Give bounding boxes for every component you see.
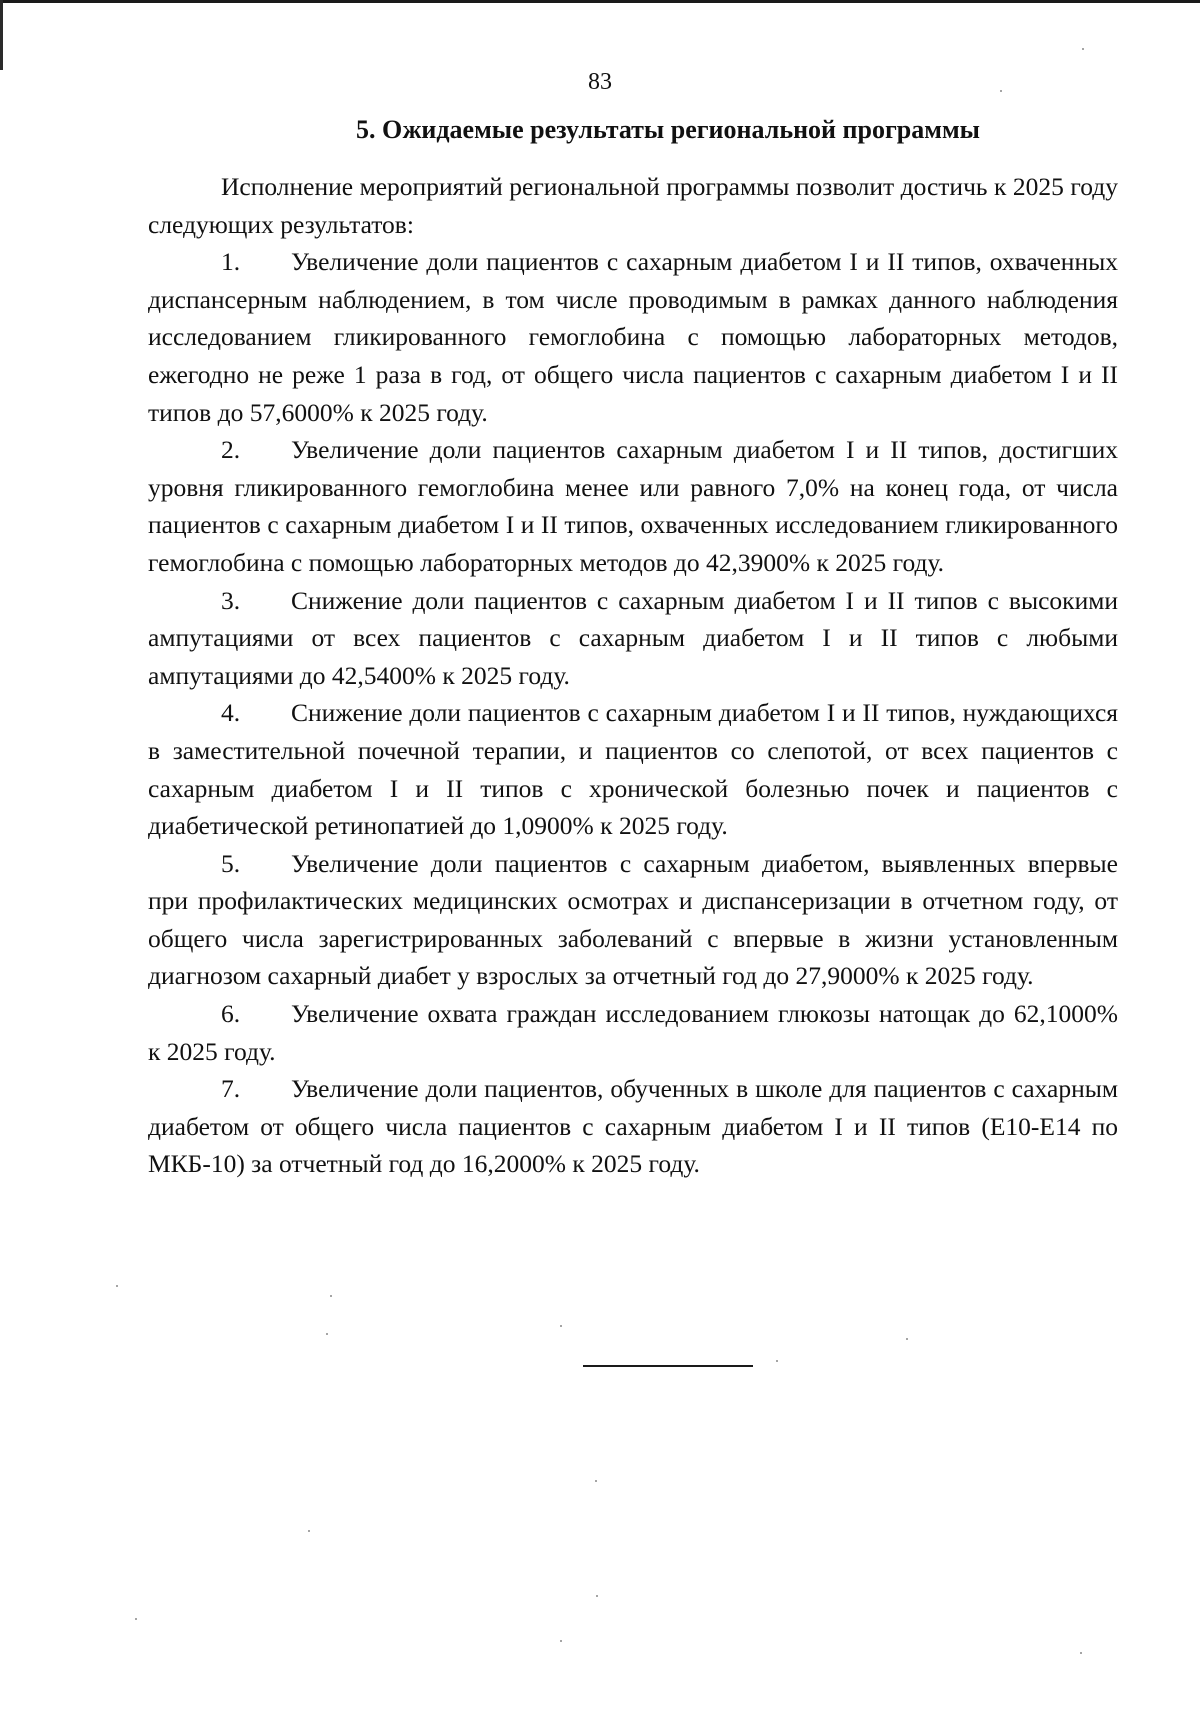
item-number: 1. [221,247,241,277]
item-text: Увеличение доли пациентов с сахарным диабетом I и II типов, охваченных диспансерным наблюдением, в том числе проводимым в рамках данного наблюдения исследованием гликированного гемоглобина с помощью лабораторных методов, ежегодно не реже 1 раза в год, от общего числа пациентов с сахарным диабетом I и II типов до 57,6000% к 2025 году. [148,247,1118,427]
scan-speck [776,1360,778,1362]
scan-speck [1080,1652,1082,1654]
scan-speck [560,1640,562,1642]
item-number: 4. [221,698,241,728]
result-item [148,694,1118,844]
scan-speck [135,1618,137,1620]
scan-left-edge-mark [0,0,3,70]
scan-speck [1082,48,1084,50]
item-number: 6. [221,999,241,1029]
scan-speck [330,1295,332,1297]
scan-speck [906,1338,908,1340]
document-body [148,168,1118,1183]
item-number: 2. [221,435,241,465]
page-number: 83 [588,69,612,95]
result-item [148,582,1118,695]
item-text: Увеличение доли пациентов, обученных в школе для пациентов с сахарным диабетом от общего числа пациентов с сахарным диабетом I и II типов (Е10-Е14 по МКБ-10) за отчетный год до 16,2000% к 2025 году. [148,1074,1118,1179]
item-text: Увеличение доли пациентов сахарным диабетом I и II типов, достигших уровня гликированного гемоглобина менее или равного 7,0% на конец года, от числа пациентов с сахарным диабетом I и II типов, охваченных исследованием гликированного гемоглобина с помощью лабораторных методов до 42,3900% к 2025 году. [148,435,1118,577]
item-number: 7. [221,1074,241,1104]
item-text: Снижение доли пациентов с сахарным диабетом I и II типов, нуждающихся в заместительной почечной терапии, и пациентов со слепотой, от всех пациентов с сахарным диабетом I и II типов с хронической болезнью почек и пациентов с диабетической ретинопатией до 1,0900% к 2025 году. [148,698,1118,841]
item-number: 3. [221,585,241,615]
item-number: 5. [221,848,241,878]
scan-speck [116,1285,118,1287]
result-item [148,845,1118,995]
scan-speck [1000,90,1002,92]
section-title: 5. Ожидаемые результаты региональной программы [356,115,980,144]
result-item [148,243,1118,431]
scan-speck [595,1480,597,1482]
scan-speck [596,1595,598,1597]
result-item [148,1070,1118,1183]
item-text: Снижение доли пациентов с сахарным диабетом I и II типов с высокими ампутациями от всех пациентов с сахарным диабетом I и II типов с любыми ампутациями до 42,5400% к 2025 году. [148,585,1118,690]
scan-speck [560,1325,562,1327]
intro-paragraph: Исполнение мероприятий региональной программы позволит достичь к 2025 году следующих результатов: [148,172,1118,239]
scan-top-edge-line [0,0,1200,3]
result-item [148,995,1118,1070]
scan-speck [308,1530,310,1532]
closing-divider-line [583,1365,753,1367]
item-text: Увеличение охвата граждан исследованием глюкозы натощак до 62,1000% к 2025 году. [148,999,1118,1066]
result-item [148,431,1118,581]
scan-speck [326,1333,328,1335]
item-text: Увеличение доли пациентов с сахарным диабетом, выявленных впервые при профилактических медицинских осмотрах и диспансеризации в отчетном году, от общего числа зарегистрированных заболеваний с впервые в жизни установленным диагнозом сахарный диабет у взрослых за отчетный год до 27,9000% к 2025 году. [148,848,1118,991]
